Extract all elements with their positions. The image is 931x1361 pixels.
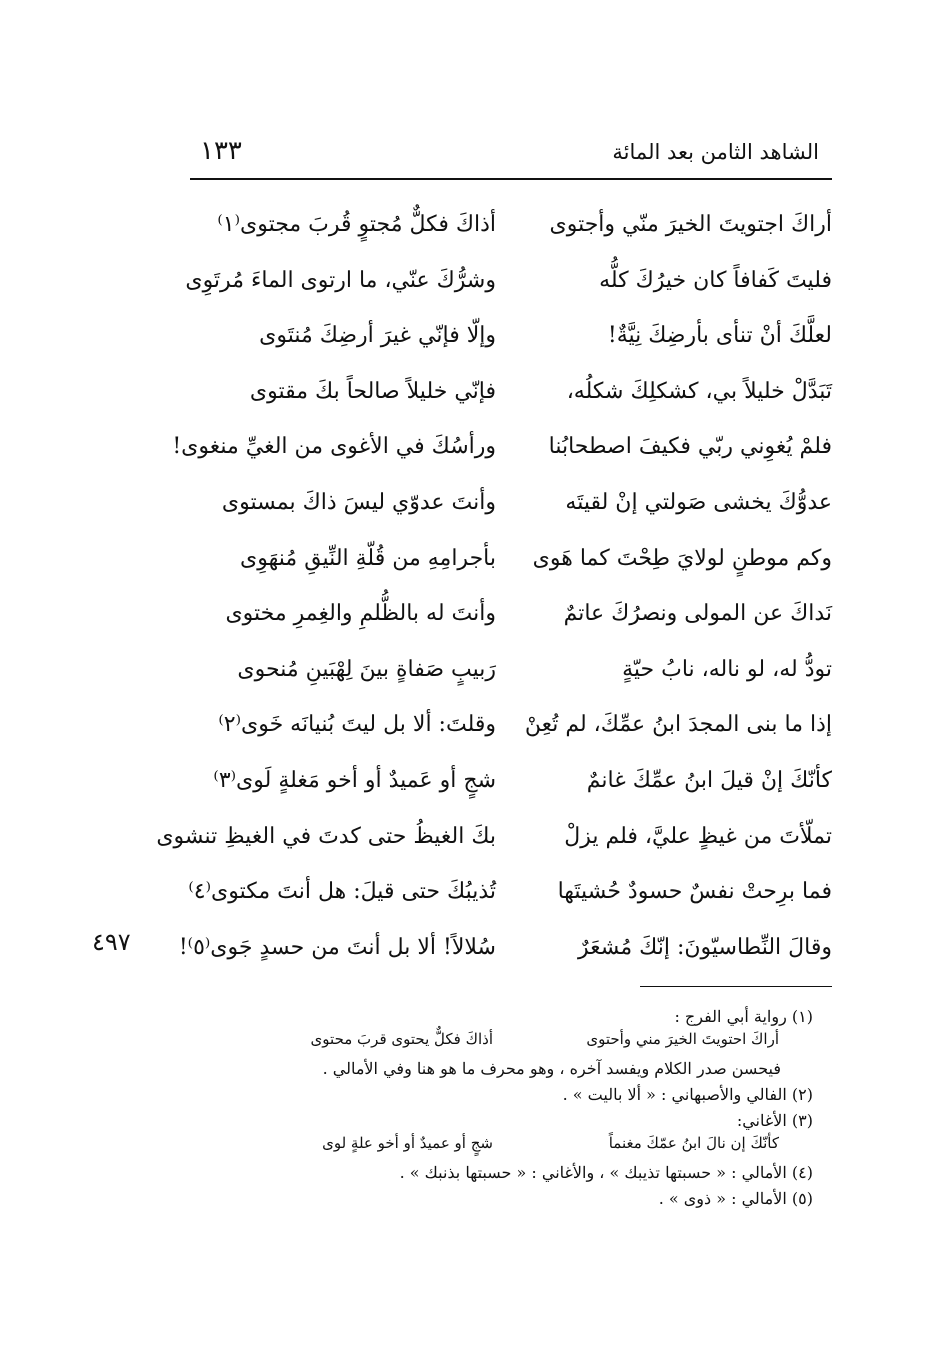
footnote-1-note: فيحسن صدر الكلام ويفسد آخره ، وهو محرف ما هو هنا وفي الأمالي . [322, 1059, 781, 1078]
verse-first-hemistich: وقالَ النِّطاسيّونَ: إنّكَ مُشعَرٌ [578, 934, 832, 960]
footnote-1-couplet-second: أذاكَ فكلٌّ يحتوى قربَ محتوى [310, 1030, 493, 1048]
verse-first-hemistich: إذا ما بنى المجدَ ابنُ عمِّكَ، لم تُعِنْ [524, 712, 832, 738]
verse-row [196, 700, 832, 756]
verse-second-hemistich: بكَ الغيظُ حتى كدتَ في الغيظِ تنشوى [156, 823, 496, 849]
footnote-1-heading: (١) رواية أبي الفرج : [674, 1007, 813, 1026]
verse-row [196, 589, 832, 645]
verse-first-hemistich: أراكَ اجتويتَ الخيرَ منّي وأجتوى [549, 212, 832, 237]
verse-second-hemistich: وقلتَ: ألا بل ليتَ بُنيانَه خَوى⁽٢⁾ [218, 712, 496, 738]
verse-first-hemistich: عدوُّكَ يخشى صَولتي إنْ لقيتَه [565, 489, 832, 515]
verse-second-hemistich: تُذيبُكَ حتى قيلَ: هل أنتَ مكتوى⁽٤⁾ [188, 879, 496, 905]
footnote-3-couplet-second: شجٍ أو عميدٌ أو أخو علةٍ لوى [322, 1134, 493, 1152]
verse-row [178, 923, 832, 979]
verse-second-hemistich: ورأسُكَ في الأغوى من الغيِّ منغوى! [172, 434, 496, 460]
verse-row [196, 534, 832, 590]
verse-second-hemistich: بأجرامِهِ من قُلّةِ النِّيقِ مُنهَوِى [240, 545, 496, 571]
verse-row [196, 311, 832, 367]
verse-row [196, 200, 832, 256]
verse-first-hemistich: وكم موطنٍ لولايَ طِحْتَ كما هَوى [532, 545, 832, 571]
verse-second-hemistich: وأنتَ له بالظُّلمِ والغِمرِ مختوى [225, 601, 496, 627]
footnote-3-couplet-first: كأنّكَ إن نالَ ابنُ عمّكَ مغنماً [608, 1134, 779, 1152]
verse-first-hemistich: فما برِحتْ نفسٌ حسودٌ حُشيتَها [557, 879, 832, 905]
verse-row [196, 756, 832, 812]
verse-row [185, 256, 832, 312]
header-rule [190, 178, 832, 180]
verse-first-hemistich: تملّأتَ من غيظٍ عليَّ، فلم يزلْ [564, 823, 832, 849]
footnote-3-heading: (٣) الأغاني: [736, 1111, 813, 1130]
footnote-rule [640, 986, 832, 987]
verse-first-hemistich: كأنّكَ إنْ قيلَ ابنُ عمِّكَ غانمٌ [586, 767, 832, 793]
running-title: الشاهد الثامن بعد المائة [612, 140, 819, 164]
footnote-1-couplet-first: أراكَ احتويتَ الخيرَ مني وأحتوى [586, 1030, 779, 1048]
verse-second-hemistich: وشرُّكَ عنّي، ما ارتوى الماءَ مُرتَوِى [185, 267, 496, 293]
footnote-2: (٢) الفالي والأصبهاني : « ألا باليت » . [562, 1085, 813, 1104]
poem-verses [156, 200, 832, 978]
verse-first-hemistich: تَبَدَّلْ خليلاً بي، كشكلِكَ شكلُه، [566, 378, 832, 404]
footnote-4: (٤) الأمالي : « حسبتها تذيبك » ، والأغاني : « حسبتها بذنبك » . [399, 1163, 813, 1182]
footnote-1-couplet [213, 1030, 813, 1056]
verse-row [196, 645, 832, 701]
verse-row [196, 367, 832, 423]
verse-first-hemistich: تودُّ له، لو ناله، نابُ حيّةٍ [622, 656, 832, 682]
verse-row [172, 422, 832, 478]
verse-first-hemistich: لعلَّكَ أنْ تنأى بأرضِكَ نِيَّةٌ! [607, 323, 832, 349]
verse-row [156, 812, 832, 868]
footnote-3-couplet [213, 1134, 813, 1160]
page-number: ١٣٣ [200, 136, 242, 166]
verse-second-hemistich: وإلّا فإنّي غيرَ أرضِكَ مُنتَوى [259, 323, 496, 349]
verse-second-hemistich: فإنّي خليلاً صالحاً بكَ مقتوى [249, 378, 496, 404]
verse-second-hemistich: رَبيبٍ صَفاةٍ بينَ لِهْبَينِ مُنحوى [237, 656, 496, 682]
verse-second-hemistich: سُلالاً! ألا بل أنتَ من حسدٍ جَوى⁽٥⁾! [178, 934, 496, 960]
verse-second-hemistich: وأنتَ عدوّي ليسَ ذاكَ بمستوى [221, 489, 496, 515]
verse-second-hemistich: شجٍ أو عَميدٌ أو أخو مَغلةٍ لَوى⁽٣⁾ [213, 767, 496, 793]
verse-row [188, 867, 832, 923]
verse-row [196, 478, 832, 534]
footnote-5: (٥) الأمالي : « ذوى » . [658, 1189, 813, 1208]
margin-reference-number: ٤٩٧ [92, 928, 131, 956]
verse-first-hemistich: فلمْ يُغوِني ربّي فكيفَ اصطحابُنا [548, 434, 832, 460]
verse-first-hemistich: فليتَ كَفافاً كان خيرُكَ كلُّه [599, 267, 832, 293]
verse-second-hemistich: أذاكَ فكلٌّ مُجتوٍ قُربَ مجتوى⁽١⁾ [217, 212, 496, 237]
verse-first-hemistich: نَداكَ عن المولى ونصرُكَ عاتمٌ [563, 601, 832, 627]
footnotes [213, 1004, 813, 1212]
